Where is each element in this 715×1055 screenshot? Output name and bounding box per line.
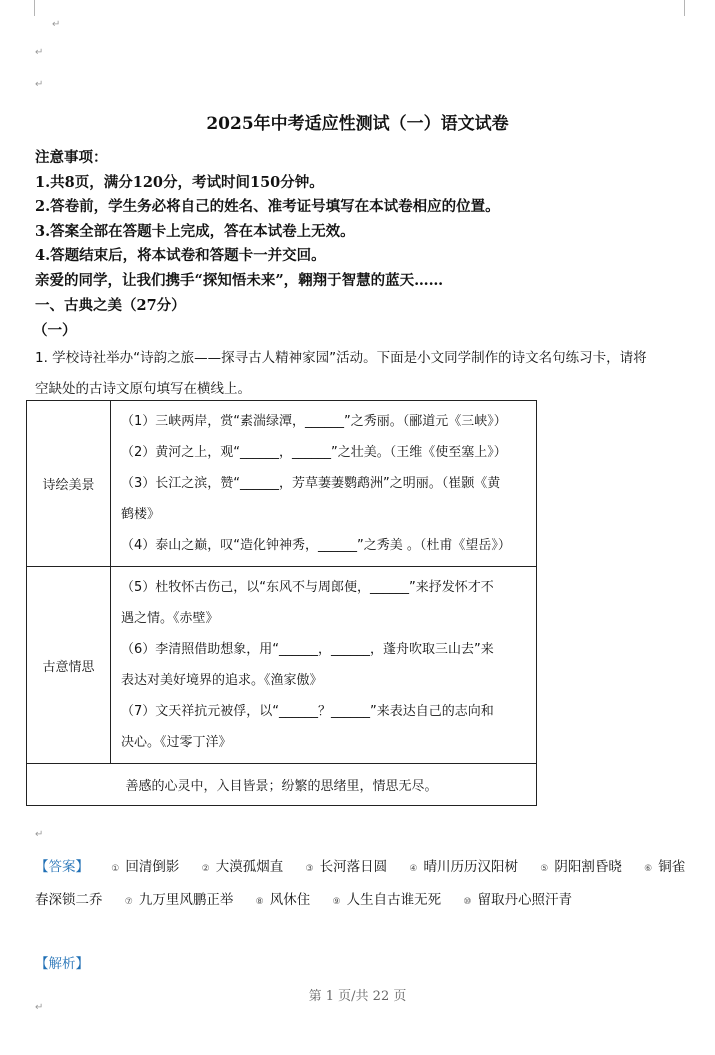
table-footer-cell: 善感的心灵中，入目皆景；纷繁的思绪里，情思无尽。 <box>27 764 537 806</box>
paragraph-mark-icon: ↵ <box>35 47 44 58</box>
paragraph-mark-icon: ↵ <box>35 79 44 90</box>
notice-heading: 注意事项： <box>35 149 108 166</box>
answer-text: 留取丹心照汗青 <box>477 892 572 908</box>
question-line: 空缺处的古诗文原句填写在横线上。 <box>35 381 251 397</box>
item-line: （3）长江之滨，赞“______，芳草萋萋鹦鹉洲”之明丽。（崔颢《黄 <box>121 476 501 491</box>
notice-item: 3.答案全部在答题卡上完成，答在本试卷上无效。 <box>35 223 355 240</box>
answer-number: ③ <box>305 864 314 874</box>
section-heading: 一、古典之美（27分） <box>35 297 186 314</box>
answer-number: ⑩ <box>463 897 472 907</box>
table-row <box>27 567 537 764</box>
answer-number: ① <box>111 864 120 874</box>
greeting: 亲爱的同学，让我们携手“探知悟未来”，翱翔于智慧的蓝天…… <box>35 272 444 289</box>
category-cell: 古意情思 <box>27 567 111 764</box>
analysis-label: 【解析】 <box>35 956 89 972</box>
table-row <box>27 764 537 806</box>
items-cell <box>111 401 537 567</box>
item-line: 表达对美好境界的追求。《渔家傲》 <box>121 673 323 688</box>
answer-number: ⑦ <box>124 897 133 907</box>
paragraph-mark-icon: ↵ <box>52 19 61 30</box>
item-line: （2）黄河之上，观“______，______”之壮美。（王维《使至塞上》） <box>121 445 507 460</box>
page-title: 2025年中考适应性测试（一）语文试卷 <box>206 114 509 134</box>
item-line: （6）李清照借助想象，用“______，______，蓬舟吹取三山去”来 <box>121 642 494 657</box>
answer-text: 铜雀春深锁二乔 <box>35 859 686 908</box>
item-line: 鹤楼》 <box>121 507 161 522</box>
answer-text: 大漠孤烟直 <box>215 859 284 875</box>
items-cell <box>111 567 537 764</box>
answer-label: 【答案】 <box>35 859 89 875</box>
item-line: （7）文天祥抗元被俘，以“______？______”来表达自己的志向和 <box>121 704 494 719</box>
answer-number: ⑥ <box>644 864 653 874</box>
answer-text: 阴阳割昏晓 <box>554 859 622 875</box>
notice-item: 2.答卷前，学生务必将自己的姓名、准考证号填写在本试卷相应的位置。 <box>35 198 500 215</box>
practice-card-table <box>26 400 537 806</box>
paragraph-mark-icon: ↵ <box>35 1002 44 1013</box>
answer-text: 晴川历历汉阳树 <box>423 859 518 875</box>
crop-mark-left <box>34 0 35 16</box>
question-line: 1. 学校诗社举办“诗韵之旅——探寻古人精神家园”活动。下面是小文同学制作的诗文名句练习卡，请将 <box>35 350 647 366</box>
answer-number: ② <box>201 864 210 874</box>
answer-block <box>35 852 690 918</box>
item-line: （4）泰山之巅，叹“造化钟神秀，______”之秀美 。（杜甫《望岳》） <box>121 538 511 553</box>
answer-text: 长河落日圆 <box>319 859 388 875</box>
item-line: （1）三峡两岸，赏“素湍绿潭，______”之秀丽。（郦道元《三峡》） <box>121 414 507 429</box>
crop-mark-right <box>684 0 685 16</box>
table-row <box>27 401 537 567</box>
notice-item: 4.答题结束后，将本试卷和答题卡一并交回。 <box>35 247 326 264</box>
notice-item: 1.共8页，满分120分，考试时间150分钟。 <box>35 174 324 191</box>
item-line: （5）杜牧怀古伤己，以“东风不与周郎便，______”来抒发怀才不 <box>121 580 494 595</box>
page-footer: 第 1 页/共 22 页 <box>308 989 407 1004</box>
item-line: 决心。《过零丁洋》 <box>121 735 232 750</box>
answer-number: ⑨ <box>332 897 341 907</box>
answer-text: 人生自古谁无死 <box>346 892 442 908</box>
answer-number: ④ <box>409 864 418 874</box>
category-cell: 诗绘美景 <box>27 401 111 567</box>
paragraph-mark-icon: ↵ <box>35 829 44 840</box>
answer-text: 九万里风鹏正举 <box>138 892 234 908</box>
answer-text: 回清倒影 <box>125 859 180 875</box>
subsection-heading: （一） <box>33 322 77 339</box>
answer-number: ⑧ <box>255 897 264 907</box>
answer-number: ⑤ <box>540 864 549 874</box>
answer-text: 风休住 <box>269 892 311 908</box>
item-line: 遇之情。《赤壁》 <box>121 611 219 626</box>
